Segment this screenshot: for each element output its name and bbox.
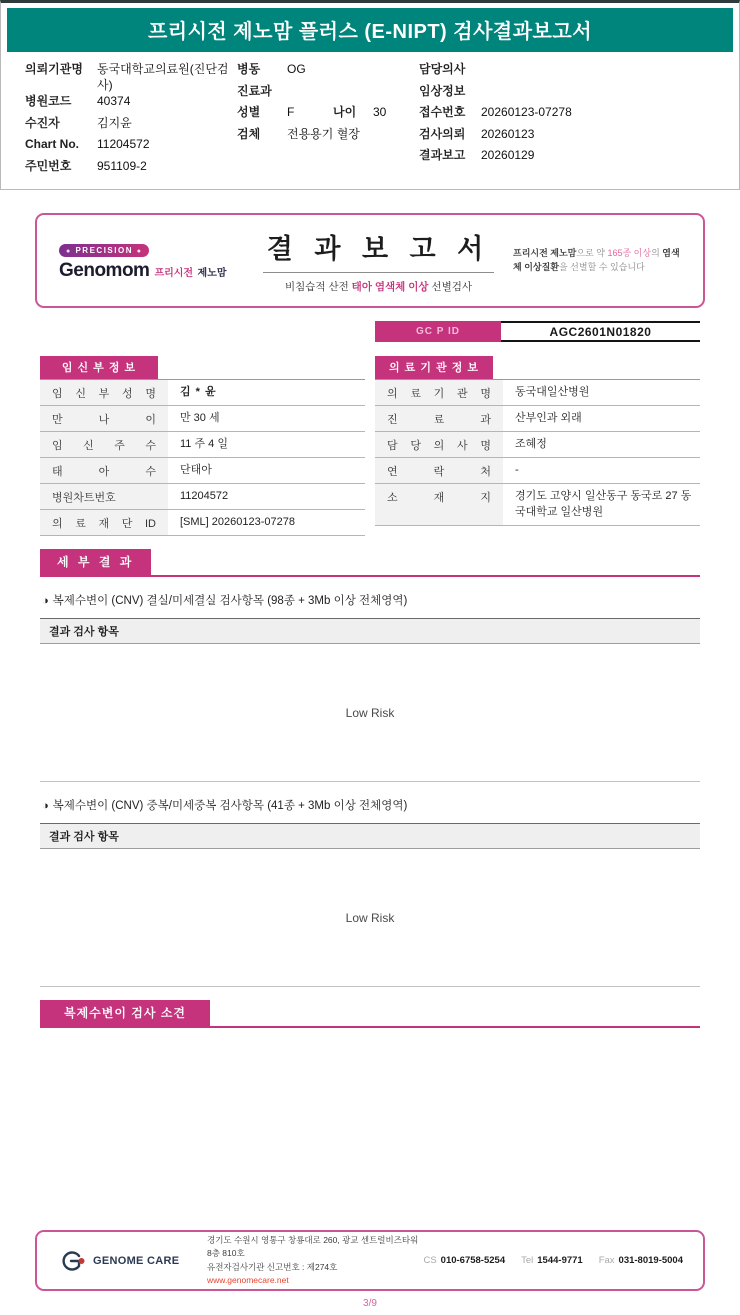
subtitle-accent: 태아 염색체 이상	[351, 281, 429, 294]
item-title-text: 복제수변이 (CNV) 중복/미세중복 검사항목 (41종 + 3Mb 이상 전체영역)	[52, 800, 408, 813]
genomecare-logo-text: GENOME CARE	[93, 1254, 180, 1267]
genomom-brand	[59, 240, 244, 282]
row-label: 병원차트번호	[40, 484, 168, 509]
field-specimen	[237, 126, 419, 148]
result-column-header: 결과 검사 항목	[40, 618, 700, 644]
table-row	[40, 458, 365, 484]
row-value: 산부인과 외래	[515, 412, 582, 425]
badge-label: PRECISION	[75, 245, 133, 255]
badge-dot-icon: ●	[66, 247, 72, 255]
item-title-text: 복제수변이 (CNV) 결실/미세결실 검사항목 (98종 + 3Mb 이상 전체영역)	[52, 595, 408, 608]
row-value: 김 * 윤	[180, 386, 217, 399]
address-line: 경기도 수원시 영통구 창룡대로 260, 광교 센트럴비즈타워 8층 810호	[207, 1234, 419, 1259]
half-circle-bullet-icon: ◑	[42, 800, 49, 813]
table-row	[375, 432, 700, 458]
row-label: 담 당 의 사 명	[375, 432, 503, 457]
field-value: 20260123-07278	[481, 105, 572, 119]
table-header-badge: 의 료 기 관 정 보	[375, 356, 493, 379]
row-label: 진 료 과	[375, 406, 503, 431]
field-attending-doctor	[419, 61, 721, 83]
precision-badge	[59, 244, 149, 257]
table-row	[375, 406, 700, 432]
section-header-badge: 세 부 결 과	[40, 549, 151, 575]
tagline-text: 의	[651, 247, 660, 258]
table-row	[375, 380, 700, 406]
tagline-bold: 프리시전 제노맘	[513, 247, 577, 258]
patient-info-col2	[237, 61, 419, 179]
field-label: 주민번호	[25, 158, 72, 173]
brand-logo-text: Genomom	[59, 259, 150, 281]
table-row	[40, 432, 365, 458]
field-label: 진료과	[237, 83, 272, 98]
field-ward	[237, 61, 419, 83]
row-label: 소 재 지	[375, 484, 503, 525]
field-value: 전용용기 혈장	[287, 126, 360, 141]
field-resident-no	[25, 158, 237, 180]
contact-value: 031-8019-5004	[618, 1255, 683, 1267]
cnv-deletion-item-title	[42, 592, 698, 608]
row-value: 만 30 세	[180, 412, 220, 425]
tagline-accent: 165종 이상	[607, 247, 652, 258]
brand-subtitle: 제노맘	[197, 267, 227, 279]
field-result-report-date	[419, 147, 721, 169]
gcpid-row	[375, 321, 700, 342]
field-value: 동국대학교의료원(진단검사)	[97, 62, 229, 93]
patient-info-col3	[419, 61, 721, 179]
row-value: 경기도 고양시 일산동구 동국로 27 동국대학교 일산병원	[515, 490, 692, 519]
table-row	[375, 458, 700, 484]
section-header-badge: 복제수변이 검사 소견	[40, 1000, 210, 1026]
report-title-bar: 프리시전 제노맘 플러스 (E-NIPT) 검사결과보고서	[7, 8, 733, 52]
field-label: 접수번호	[419, 105, 466, 119]
field-value: 40374	[97, 94, 131, 109]
field-label: 수진자	[25, 115, 60, 130]
report-title-box	[35, 213, 705, 308]
table-row	[40, 510, 365, 536]
field-value: 20260129	[481, 148, 535, 162]
report-main-title: 결 과 보 고 서	[263, 227, 494, 273]
table-header-row	[375, 356, 700, 380]
field-label: 임상정보	[419, 83, 466, 98]
field-chart-no	[25, 136, 237, 158]
row-label: 의 료 기 관 명	[375, 380, 503, 405]
field-department	[237, 83, 419, 105]
field-test-request-date	[419, 126, 721, 148]
contact-label: CS	[423, 1255, 437, 1267]
table-row	[40, 406, 365, 432]
website-link[interactable]: www.genomecare.net	[207, 1275, 289, 1286]
cnv-duplication-result	[40, 849, 700, 987]
table-row	[375, 484, 700, 526]
field-value: F	[287, 105, 295, 119]
risk-result-text: Low Risk	[345, 705, 395, 720]
row-value: 단태아	[180, 464, 212, 477]
field-label: 담당의사	[419, 62, 466, 76]
half-circle-bullet-icon: ◑	[42, 595, 49, 608]
field-ordering-institution	[25, 61, 237, 93]
field-label: 결과보고	[419, 148, 466, 162]
row-label: 의 료 재 단 ID	[40, 510, 168, 535]
row-value: 조혜정	[515, 438, 547, 451]
row-value: 동국대일산병원	[515, 386, 590, 399]
brand-subtitle-accent: 프리시전	[154, 267, 194, 279]
cnv-duplication-item-title	[42, 797, 698, 813]
field-value: OG	[287, 62, 306, 76]
row-label: 연 락 처	[375, 458, 503, 483]
clinic-info-table	[375, 356, 700, 536]
genomecare-logo	[57, 1249, 207, 1273]
row-label: 임 신 부 성 명	[40, 380, 168, 405]
field-value: 30	[373, 105, 387, 119]
address-line: 유전자검사기관 신고번호 : 제274호	[207, 1261, 338, 1272]
row-value: 11204572	[180, 490, 229, 503]
field-label: 병원코드	[25, 94, 72, 109]
subtitle-text: 선별검사	[428, 281, 473, 294]
detail-results-section-header	[40, 549, 700, 577]
field-clinical-info	[419, 83, 721, 105]
field-value: 11204572	[97, 137, 150, 152]
genomecare-logo-icon	[57, 1249, 87, 1273]
cnv-deletion-result	[40, 644, 700, 782]
field-value: 951109-2	[97, 158, 147, 173]
row-label: 태 아 수	[40, 458, 168, 483]
tagline-bold: 염색체 이상질환	[513, 247, 680, 272]
patient-info-grid	[7, 52, 733, 179]
table-header-row	[40, 356, 365, 380]
footer-contacts	[423, 1255, 683, 1266]
field-value: 20260123	[481, 126, 535, 141]
field-label: 의뢰기관명	[25, 62, 83, 76]
patient-info-col1	[25, 61, 237, 179]
cs-contact	[423, 1255, 505, 1266]
field-label: 성별	[237, 105, 261, 119]
contact-value: 1544-9771	[537, 1255, 583, 1267]
contact-label: Fax	[598, 1255, 615, 1267]
report-subtitle	[244, 279, 513, 294]
tagline-text: 으로 약	[576, 247, 608, 258]
row-value: 11 주 4 일	[180, 438, 228, 451]
badge-dot-icon: ●	[136, 247, 143, 255]
row-value: [SML] 20260123-07278	[180, 516, 295, 529]
row-value: -	[515, 464, 519, 477]
gcpid-label: GC P ID	[375, 321, 501, 342]
result-column-header: 결과 검사 항목	[40, 823, 700, 849]
table-row	[40, 484, 365, 510]
field-receipt-no	[419, 104, 721, 126]
contact-value: 010-6758-5254	[440, 1255, 506, 1267]
report-tagline	[513, 247, 681, 275]
fax-contact	[599, 1255, 683, 1266]
field-label: 병동	[237, 62, 261, 76]
gcpid-value: AGC2601N01820	[501, 321, 700, 342]
table-row	[40, 380, 365, 406]
row-label: 임 신 주 수	[40, 432, 168, 457]
subtitle-text: 비침습적 산전	[284, 281, 352, 294]
risk-result-text: Low Risk	[345, 910, 395, 925]
patient-header-block	[0, 0, 740, 190]
info-tables-row	[40, 356, 700, 536]
opinion-empty-area	[0, 1028, 740, 1230]
tel-contact	[521, 1255, 583, 1266]
footer-box	[35, 1230, 705, 1291]
field-label: 검사의뢰	[419, 126, 466, 141]
contact-label: Tel	[521, 1255, 534, 1267]
footer-address	[207, 1234, 423, 1288]
report-main-title-area	[244, 227, 513, 294]
tagline-text: 을 선별할 수 있습니다	[558, 261, 645, 272]
field-hospital-code	[25, 93, 237, 115]
field-label: Chart No.	[25, 137, 79, 152]
field-patient-name	[25, 115, 237, 137]
mother-info-table	[40, 356, 365, 536]
field-label: 나이	[333, 105, 357, 119]
table-header-badge: 임 신 부 정 보	[40, 356, 158, 379]
field-label: 검체	[237, 126, 261, 141]
page-number: 3/9	[363, 1298, 377, 1310]
row-label: 만 나 이	[40, 406, 168, 431]
field-sex-age	[237, 104, 419, 126]
field-value: 김지윤	[97, 115, 132, 130]
cnv-opinion-section-header	[40, 1000, 700, 1028]
